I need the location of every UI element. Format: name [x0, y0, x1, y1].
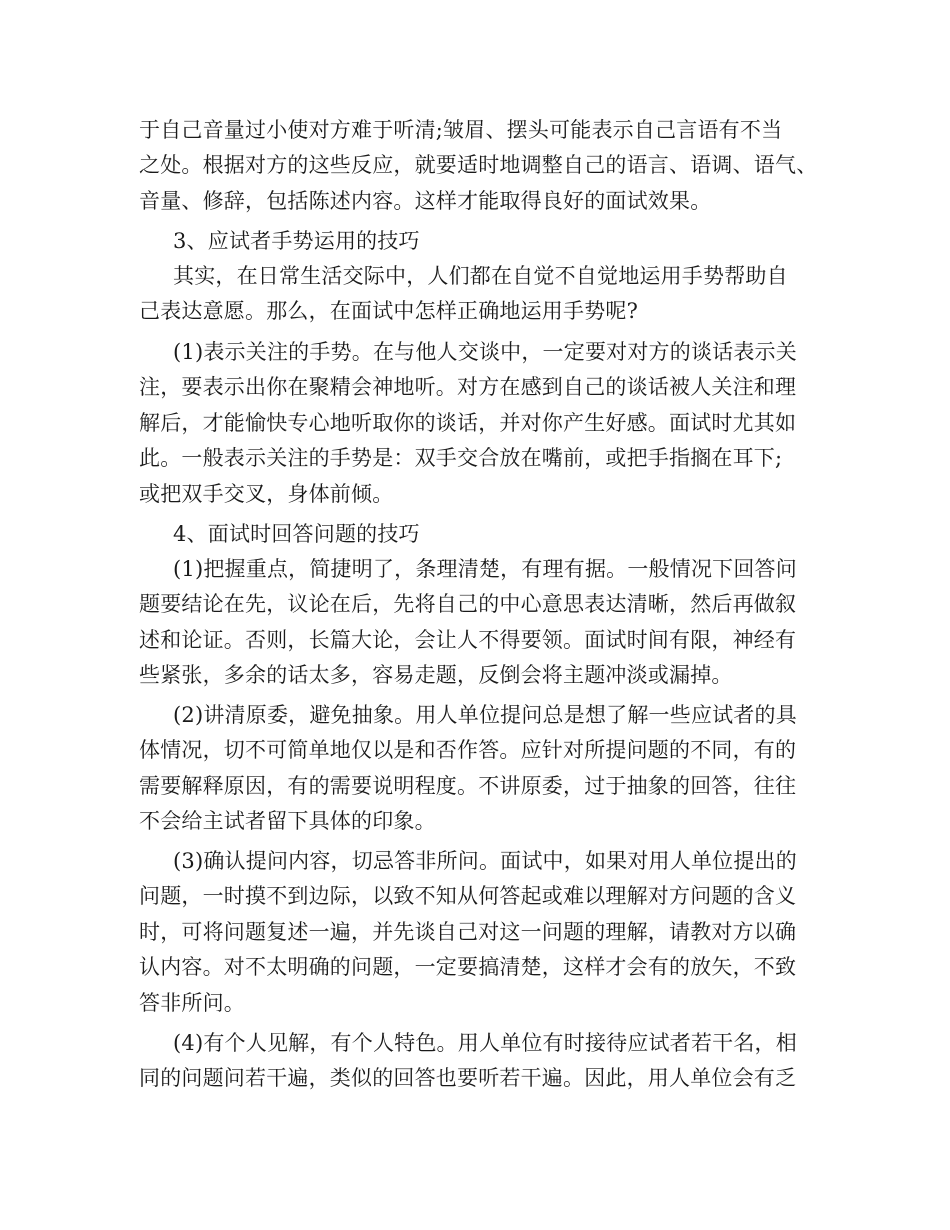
text-line: (3)确认提问内容，切忌答非所问。面试中，如果对用人单位提出的	[173, 849, 797, 873]
text-line: 体情况，切不可简单地仅以是和否作答。应针对所提问题的不同，有的	[139, 738, 797, 762]
text-line: 或把双手交叉，身体前倾。	[139, 482, 394, 506]
text-line: 答非所问。	[139, 991, 245, 1015]
text-line: (1)表示关注的手势。在与他人交谈中，一定要对对方的谈话表示关	[173, 340, 797, 364]
text-line: 时，可将问题复述一遍，并先谈自己对这一问题的理解，请教对方以确	[139, 920, 797, 944]
text-line: 之处。根据对方的这些反应，就要适时地调整自己的语言、语调、语气、	[139, 153, 818, 177]
text-line: (2)讲清原委，避免抽象。用人单位提问总是想了解一些应试者的具	[173, 703, 797, 727]
text-line: 认内容。对不太明确的问题，一定要搞清楚，这样才会有的放矢，不致	[139, 955, 797, 979]
text-line: 些紧张，多余的话太多，容易走题，反倒会将主题冲淡或漏掉。	[139, 663, 733, 687]
text-line: 需要解释原因，有的需要说明程度。不讲原委，过于抽象的回答，往往	[139, 774, 797, 798]
text-line: 不会给主试者留下具体的印象。	[139, 809, 436, 833]
text-line: 问题，一时摸不到边际，以致不知从何答起或难以理解对方问题的含义	[139, 884, 797, 908]
text-line: 题要结论在先，议论在后，先将自己的中心意思表达清晰，然后再做叙	[139, 592, 797, 616]
text-line: 同的问题问若干遍，类似的回答也要听若干遍。因此，用人单位会有乏	[139, 1066, 797, 1090]
text-line: 其实，在日常生活交际中，人们都在自觉不自觉地运用手势帮助自	[173, 264, 788, 288]
text-line: 音量、修辞，包括陈述内容。这样才能取得良好的面试效果。	[139, 189, 712, 213]
text-line: (4)有个人见解，有个人特色。用人单位有时接待应试者若干名，相	[173, 1031, 797, 1055]
section-heading: 4、面试时回答问题的技巧	[173, 522, 420, 546]
text-line: (1)把握重点，简捷明了，条理清楚，有理有据。一般情况下回答问	[173, 557, 797, 581]
text-line: 己表达意愿。那么，在面试中怎样正确地运用手势呢?	[139, 299, 639, 323]
text-line: 解后，才能愉快专心地听取你的谈话，并对你产生好感。面试时尤其如	[139, 411, 797, 435]
text-line: 此。一般表示关注的手势是：双手交合放在嘴前，或把手指搁在耳下;	[139, 446, 783, 470]
text-line: 于自己音量过小使对方难于听清;皱眉、摆头可能表示自己言语有不当	[139, 118, 783, 142]
text-line: 述和论证。否则，长篇大论，会让人不得要领。面试时间有限，神经有	[139, 628, 797, 652]
text-line: 注，要表示出你在聚精会神地听。对方在感到自己的谈话被人关注和理	[139, 375, 797, 399]
section-heading: 3、应试者手势运用的技巧	[173, 229, 420, 253]
